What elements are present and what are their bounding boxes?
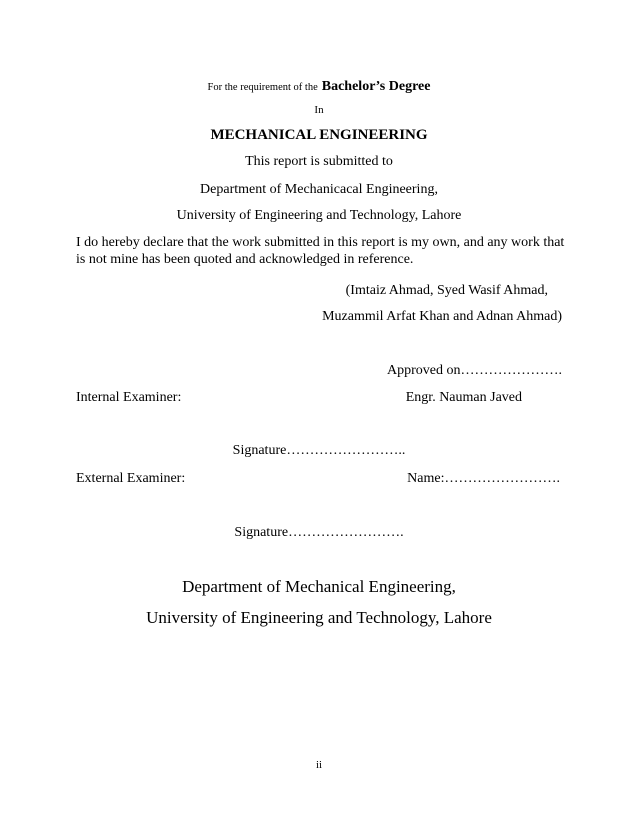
discipline-title: MECHANICAL ENGINEERING (210, 127, 428, 143)
internal-examiner-label: Internal Examiner: (76, 390, 182, 405)
authors-line-1: (Imtaiz Ahmad, Syed Wasif Ahmad, (345, 283, 548, 298)
signature-internal: Signature…………………….. (232, 443, 406, 458)
submitted-line: This report is submitted to (245, 154, 393, 169)
degree-name: Bachelor’s Degree (321, 79, 431, 94)
declaration-paragraph: I do hereby declare that the work submitted in this report is my own, and any work that is not mine has been quoted and acknowledged in reference. (76, 235, 565, 267)
approved-on: Approved on…………………. (387, 363, 562, 378)
university-line: University of Engineering and Technology, Lahore (176, 208, 462, 223)
internal-examiner-name: Engr. Nauman Javed (405, 390, 522, 405)
department-line: Department of Mechanicacal Engineering, (200, 182, 438, 197)
requirement-prefix: For the requirement of the (207, 82, 318, 93)
external-examiner-name: Name:……………………. (407, 471, 560, 486)
authors-line-2: Muzammil Arfat Khan and Adnan Ahmad) (322, 309, 562, 324)
page-number: ii (315, 759, 323, 771)
external-examiner-label: External Examiner: (76, 471, 186, 486)
in-label: In (314, 104, 324, 116)
signature-external: Signature……………………. (234, 525, 404, 540)
requirement-line (0, 78, 638, 94)
footer-department: Department of Mechanical Engineering, (182, 577, 456, 596)
footer-university: University of Engineering and Technology, Lahore (146, 608, 492, 627)
